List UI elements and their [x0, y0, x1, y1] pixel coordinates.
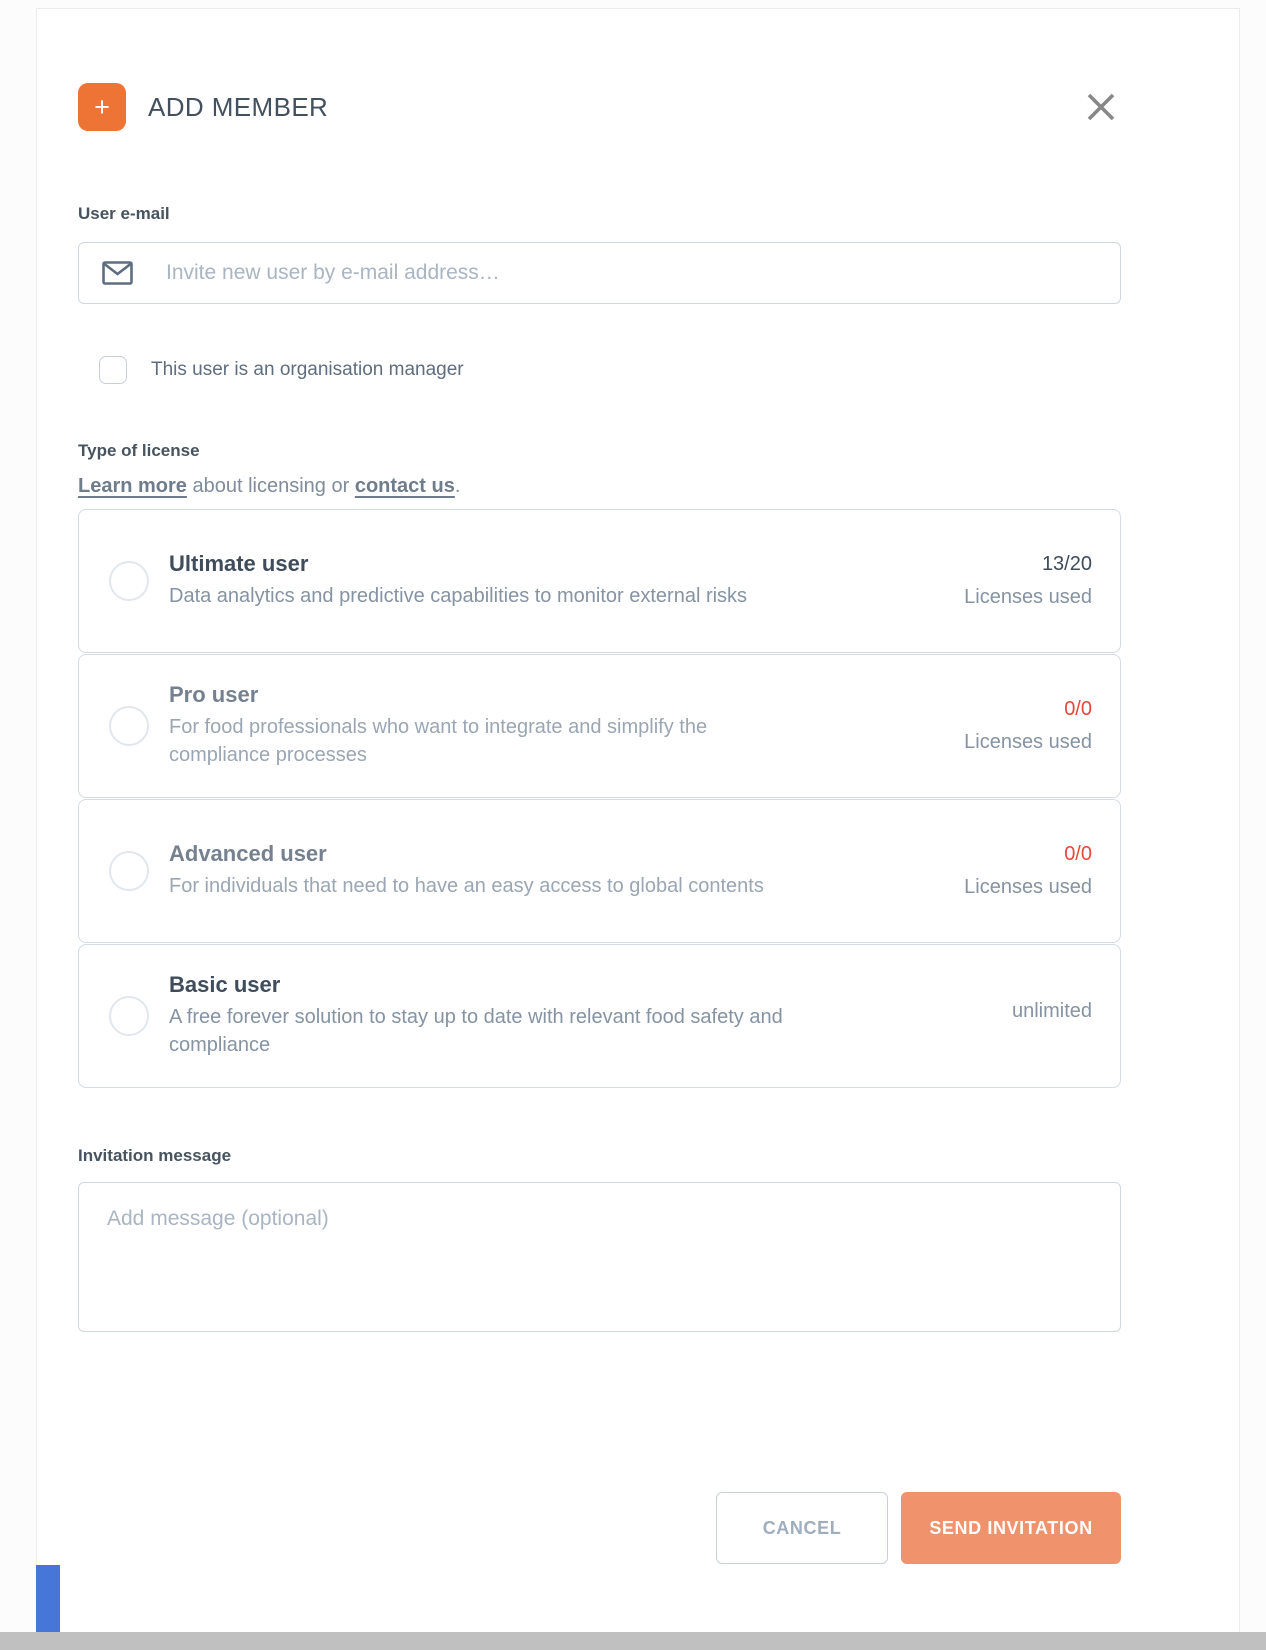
radio-button-ultimate[interactable]: [109, 561, 149, 601]
license-usage: [1012, 1000, 1092, 1033]
email-input[interactable]: [166, 261, 1100, 285]
invitation-message-label: Invitation message: [78, 1146, 232, 1165]
license-info-period: .: [454, 475, 461, 497]
usage-count: 13/20: [1041, 553, 1092, 575]
license-text: [169, 682, 964, 769]
license-name: Ultimate user: [169, 551, 309, 577]
learn-more-link[interactable]: Learn more: [78, 475, 187, 497]
envelope-icon: [102, 261, 133, 285]
license-usage: [964, 843, 1092, 899]
license-option-pro[interactable]: [78, 654, 1121, 798]
license-name: Basic user: [169, 972, 281, 998]
license-description: For individuals that need to have an easy access to global contents: [169, 875, 764, 898]
license-description: For food professionals who want to integrate and simplify the compliance processes: [169, 716, 708, 766]
radio-button-pro[interactable]: [109, 706, 149, 746]
radio-button-advanced[interactable]: [109, 851, 149, 891]
usage-caption: Licenses used: [964, 731, 1092, 753]
license-label: Type of license: [78, 441, 200, 460]
usage-count: 0/0: [1064, 698, 1092, 720]
license-info-text: about licensing or: [186, 475, 355, 497]
close-icon[interactable]: [1081, 87, 1121, 127]
usage-caption: Licenses used: [964, 586, 1092, 608]
add-icon: [78, 83, 126, 131]
email-field[interactable]: [78, 242, 1121, 304]
cancel-button[interactable]: CANCEL: [716, 1492, 888, 1564]
send-invitation-button[interactable]: SEND INVITATION: [901, 1492, 1121, 1564]
license-name: Pro user: [169, 682, 259, 708]
radio-button-basic[interactable]: [109, 996, 149, 1036]
license-text: [169, 972, 1012, 1059]
modal-title: ADD MEMBER: [148, 91, 329, 122]
plus-glyph: +: [94, 91, 110, 122]
license-usage: [964, 553, 1092, 609]
license-option-advanced[interactable]: [78, 799, 1121, 943]
usage-caption: Licenses used: [964, 876, 1092, 898]
usage-count: 0/0: [1064, 843, 1092, 865]
usage-count: unlimited: [1011, 999, 1092, 1022]
license-usage: [964, 698, 1092, 754]
license-text: [169, 551, 964, 611]
license-description: A free forever solution to stay up to date with relevant food safety and compliance: [169, 1006, 783, 1056]
license-text: [169, 841, 964, 901]
modal-actions: [78, 1492, 1121, 1564]
invitation-message-input[interactable]: [78, 1182, 1121, 1332]
license-option-ultimate[interactable]: [78, 509, 1121, 653]
license-info: [78, 475, 1121, 498]
license-option-basic[interactable]: [78, 944, 1121, 1088]
organisation-manager-row: [99, 355, 1121, 385]
license-description: Data analytics and predictive capabilities to monitor external risks: [169, 585, 748, 608]
organisation-manager-label: This user is an organisation manager: [151, 359, 464, 380]
background-page-element: [36, 1565, 60, 1633]
organisation-manager-checkbox[interactable]: [99, 356, 127, 384]
license-name: Advanced user: [169, 841, 327, 867]
add-member-modal: [36, 8, 1240, 1632]
horizontal-scrollbar[interactable]: [0, 1632, 1266, 1650]
contact-us-link[interactable]: contact us: [354, 475, 455, 497]
modal-header: [78, 83, 1121, 131]
email-label: User e-mail: [78, 204, 170, 223]
